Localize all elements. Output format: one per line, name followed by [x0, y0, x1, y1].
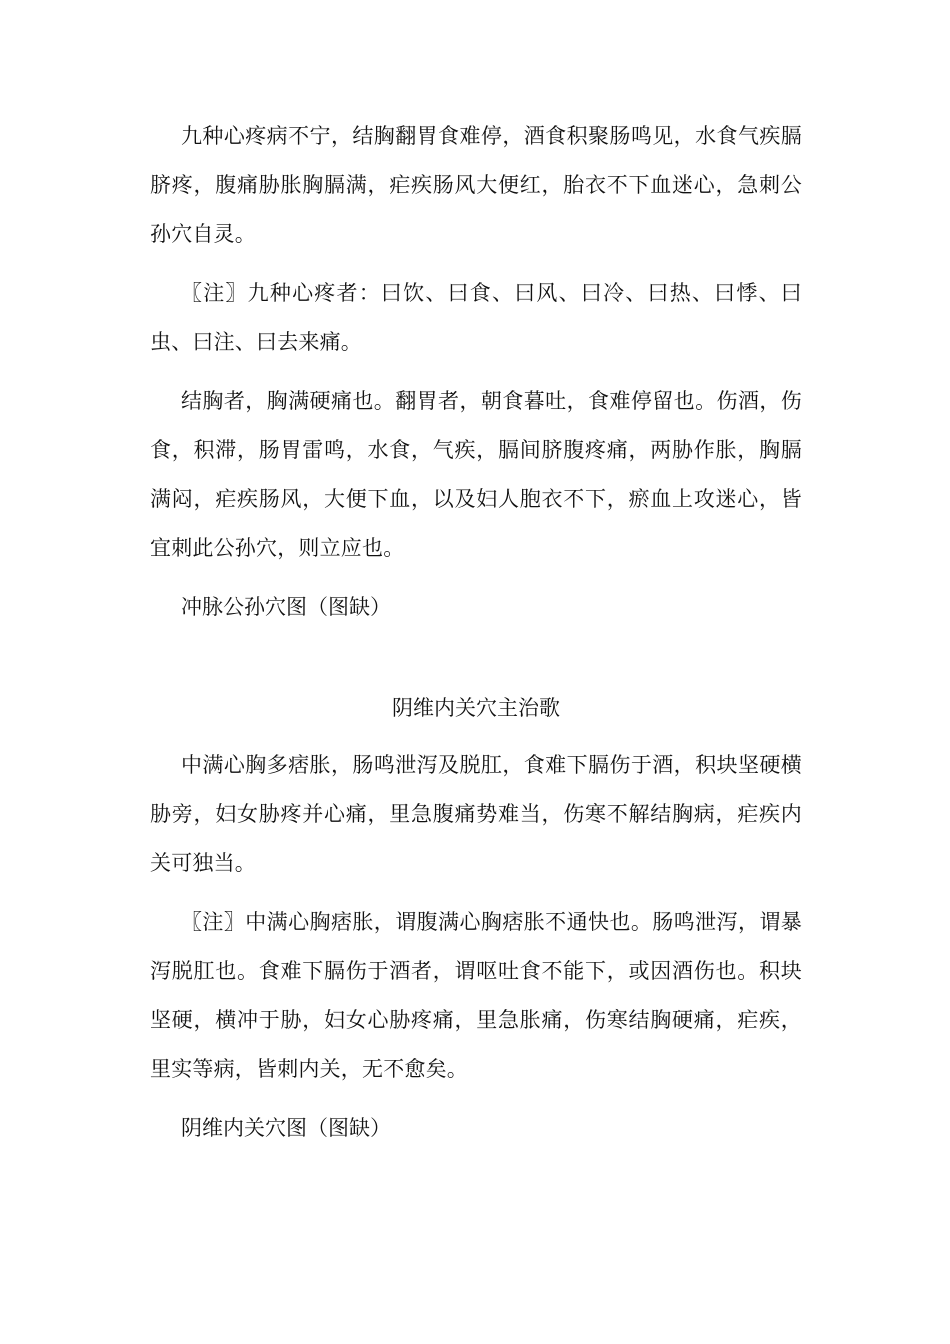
note-paragraph: 〖注〗中满心胸痞胀，谓腹满心胸痞胀不通快也。肠鸣泄泻，谓暴泻脱肛也。食难下膈伤于酒者，谓呕吐食不能下，或因酒伤也。积块坚硬，横冲于胁，妇女心胁疼痛，里急胀痛，伤寒结胸硬痛，疟疾，里实等病，皆刺内关，无不愈矣。: [150, 910, 802, 1081]
note-paragraph: 结胸者，胸满硬痛也。翻胃者，朝食暮吐，食难停留也。伤酒，伤食，积滞，肠胃雷鸣，水食，气疾，膈间脐腹疼痛，两胁作胀，胸膈满闷，疟疾肠风，大便下血，以及妇人胞衣不下，瘀血上攻迷心，皆宜刺此公孙穴，则立应也。: [150, 389, 802, 560]
section-spacer: [150, 632, 802, 684]
figure-caption: 冲脉公孙穴图（图缺）: [181, 595, 391, 619]
section-heading: 阴维内关穴主治歌: [392, 696, 560, 720]
verse-paragraph: 中满心胸多痞胀，肠鸣泄泻及脱肛，食难下膈伤于酒，积块坚硬横胁旁，妇女胁疼并心痛，里急腹痛势难当，伤寒不解结胸病，疟疾内关可独当。: [150, 753, 802, 875]
figure-caption: 阴维内关穴图（图缺）: [181, 1116, 391, 1140]
document-body: [150, 112, 802, 1153]
note-paragraph: 〖注〗九种心疼者：曰饮、曰食、曰风、曰冷、曰热、曰悸、曰虫、曰注、曰去来痛。: [150, 281, 802, 354]
verse-paragraph: 九种心疼病不宁，结胸翻胃食难停，酒食积聚肠鸣见，水食气疾膈脐疼，腹痛胁胀胸膈满，疟疾肠风大便红，胎衣不下血迷心，急刺公孙穴自灵。: [150, 124, 802, 246]
